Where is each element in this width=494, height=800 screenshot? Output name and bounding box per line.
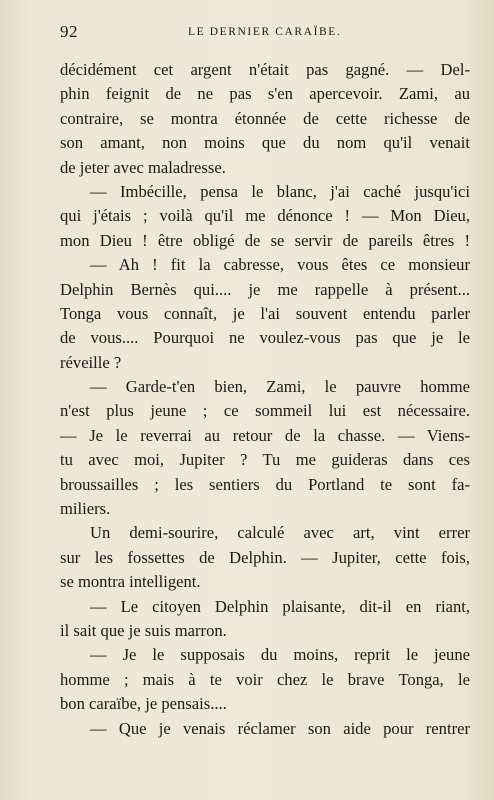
text-line: broussailles ; les sentiers du Portland te sont fa- xyxy=(60,474,470,494)
text-line: n'est plus jeune ; ce sommeil lui est nécessaire. xyxy=(60,401,470,421)
text-line: il sait que je suis marron. xyxy=(60,620,227,640)
text-line: — Imbécille, pensa le blanc, j'ai caché jusqu'ici xyxy=(90,181,470,201)
text-line: homme ; mais à te voir chez le brave Tonga, le xyxy=(60,669,470,689)
text-line: — Que je venais réclamer son aide pour rentrer xyxy=(90,718,470,738)
text-line: — Je le reverrai au retour de la chasse. — Viens- xyxy=(60,425,470,445)
text-line: qui j'étais ; voilà qu'il me dénonce ! — Mon Dieu, xyxy=(60,206,470,226)
text-line: — Garde-t'en bien, Zami, le pauvre homme xyxy=(90,377,470,397)
body-text xyxy=(60,58,470,741)
text-line: se montra intelligent. xyxy=(60,572,201,592)
text-line: — Le citoyen Delphin plaisante, dit-il en riant, xyxy=(90,596,470,616)
text-line: Un demi-sourire, calculé avec art, vint errer xyxy=(90,523,470,543)
text-line: — Ah ! fit la cabresse, vous êtes ce monsieur xyxy=(90,255,470,275)
text-line: mon Dieu ! être obligé de se servir de pareils êtres ! xyxy=(60,230,470,250)
text-line: décidément cet argent n'était pas gagné. — Del- xyxy=(60,60,470,79)
text-line: son amant, non moins que du nom qu'il venait xyxy=(60,133,470,153)
text-line: — Je le supposais du moins, reprit le jeune xyxy=(90,645,470,665)
text-line: Tonga vous connaît, je l'ai souvent entendu parler xyxy=(60,303,470,323)
running-title: LE DERNIER CARAÏBE. xyxy=(188,26,342,38)
text-line: miliers. xyxy=(60,499,111,519)
text-line: de vous.... Pourquoi ne voulez-vous pas que je le xyxy=(60,328,470,348)
text-line: Delphin Bernès qui.... je me rappelle à présent... xyxy=(60,279,470,299)
page-header xyxy=(60,22,468,44)
text-line: contraire, se montra étonnée de cette richesse de xyxy=(60,108,470,128)
text-line: tu avec moi, Jupiter ? Tu me guideras dans ces xyxy=(60,450,470,470)
text-line: sur les fossettes de Delphin. — Jupiter, cette fois, xyxy=(60,547,470,567)
text-line: de jeter avec maladresse. xyxy=(60,157,226,177)
text-line: bon caraïbe, je pensais.... xyxy=(60,694,227,714)
page-number: 92 xyxy=(60,22,78,41)
text-line: réveille ? xyxy=(60,352,122,372)
text-line: phin feignit de ne pas s'en apercevoir. Zami, au xyxy=(60,84,470,104)
